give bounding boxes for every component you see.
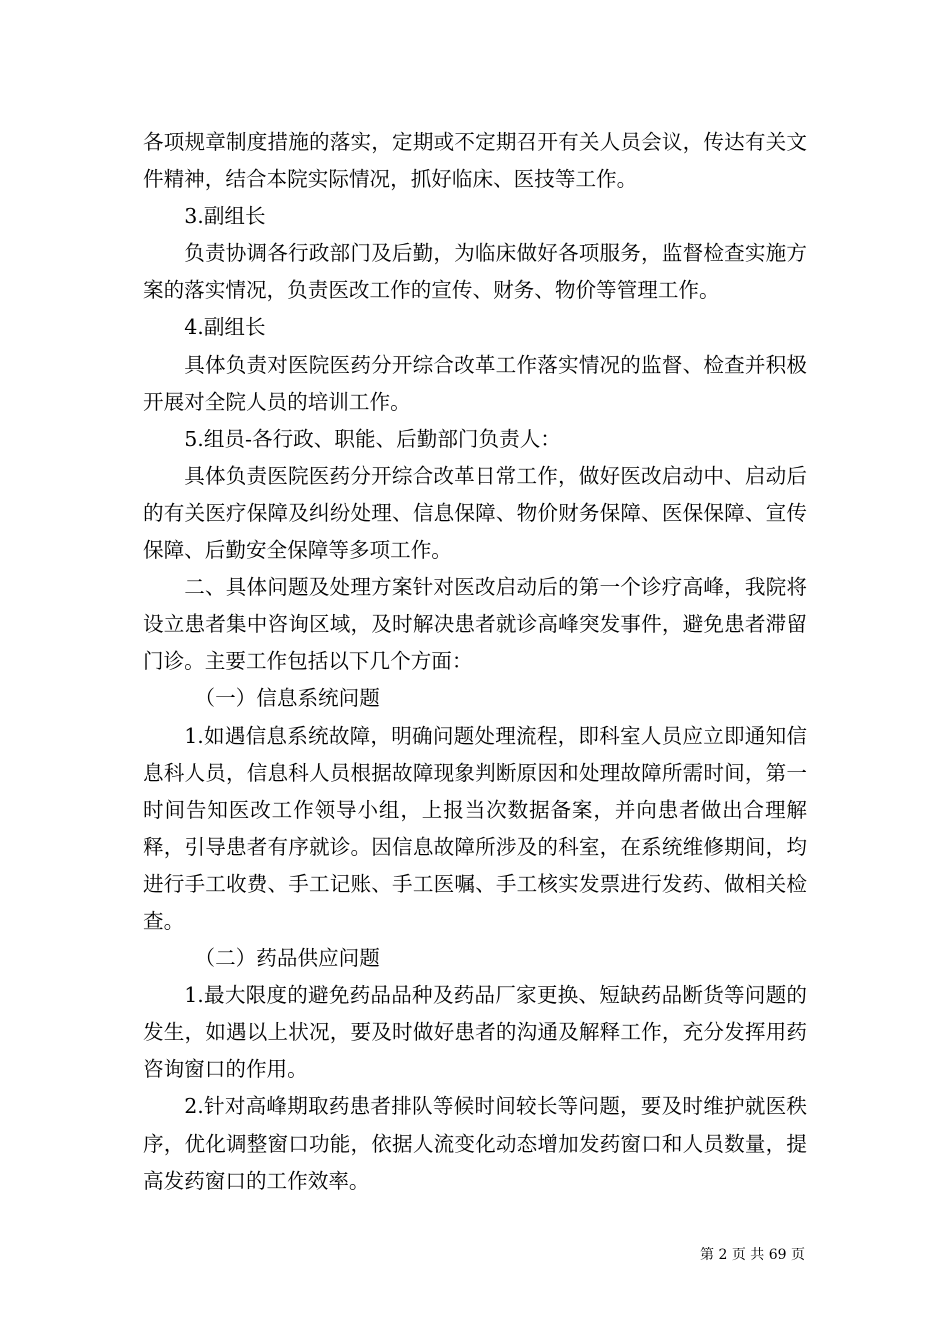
paragraph-deputy-leader-3: 负责协调各行政部门及后勤，为临床做好各项服务，监督检查实施方案的落实情况，负责医改工作的宣传、财务、物价等管理工作。 <box>143 241 807 303</box>
document-body <box>143 124 807 1200</box>
page-number-footer: 第 2 页 共 69 页 <box>700 1247 805 1263</box>
paragraph-section-two: 二、具体问题及处理方案针对医改启动后的第一个诊疗高峰，我院将设立患者集中咨询区域，及时解决患者就诊高峰突发事件，避免患者滞留门诊。主要工作包括以下几个方面： <box>143 575 807 674</box>
paragraph-info-system-1: 1.如遇信息系统故障，明确问题处理流程，即科室人员应立即通知信息科人员，信息科人员根据故障现象判断原因和处理故障所需时间，第一时间告知医改工作领导小组，上报当次数据备案，并向患者做出合理解释，引导患者有序就诊。因信息故障所涉及的科室，在系统维修期间，均进行手工收费、手工记账、手工医嘱、手工核实发票进行发药、做相关检查。 <box>143 723 807 933</box>
paragraph-continuation: 各项规章制度措施的落实，定期或不定期召开有关人员会议，传达有关文件精神，结合本院实际情况，抓好临床、医技等工作。 <box>143 130 807 192</box>
heading-drug-supply: （二）药品供应问题 <box>194 946 380 971</box>
paragraph-members-5: 具体负责医院医药分开综合改革日常工作，做好医改启动中、启动后的有关医疗保障及纠纷处理、信息保障、物价财务保障、医保保障、宣传保障、后勤安全保障等多项工作。 <box>143 463 807 563</box>
paragraph-deputy-leader-4: 具体负责对医院医药分开综合改革工作落实情况的监督、检查并积极开展对全院人员的培训工作。 <box>143 352 807 414</box>
heading-members-5: 5.组员-各行政、职能、后勤部门负责人： <box>184 426 561 451</box>
heading-info-system: （一）信息系统问题 <box>194 686 380 711</box>
heading-deputy-leader-3: 3.副组长 <box>184 204 266 229</box>
heading-deputy-leader-4: 4.副组长 <box>184 315 266 340</box>
paragraph-drug-supply-1: 1.最大限度的避免药品品种及药品厂家更换、短缺药品断货等问题的发生，如遇以上状况，要及时做好患者的沟通及解释工作，充分发挥用药咨询窗口的作用。 <box>143 983 807 1082</box>
paragraph-drug-supply-2: 2.针对高峰期取药患者排队等候时间较长等问题，要及时维护就医秩序，优化调整窗口功能，依据人流变化动态增加发药窗口和人员数量，提高发药窗口的工作效率。 <box>143 1094 807 1193</box>
